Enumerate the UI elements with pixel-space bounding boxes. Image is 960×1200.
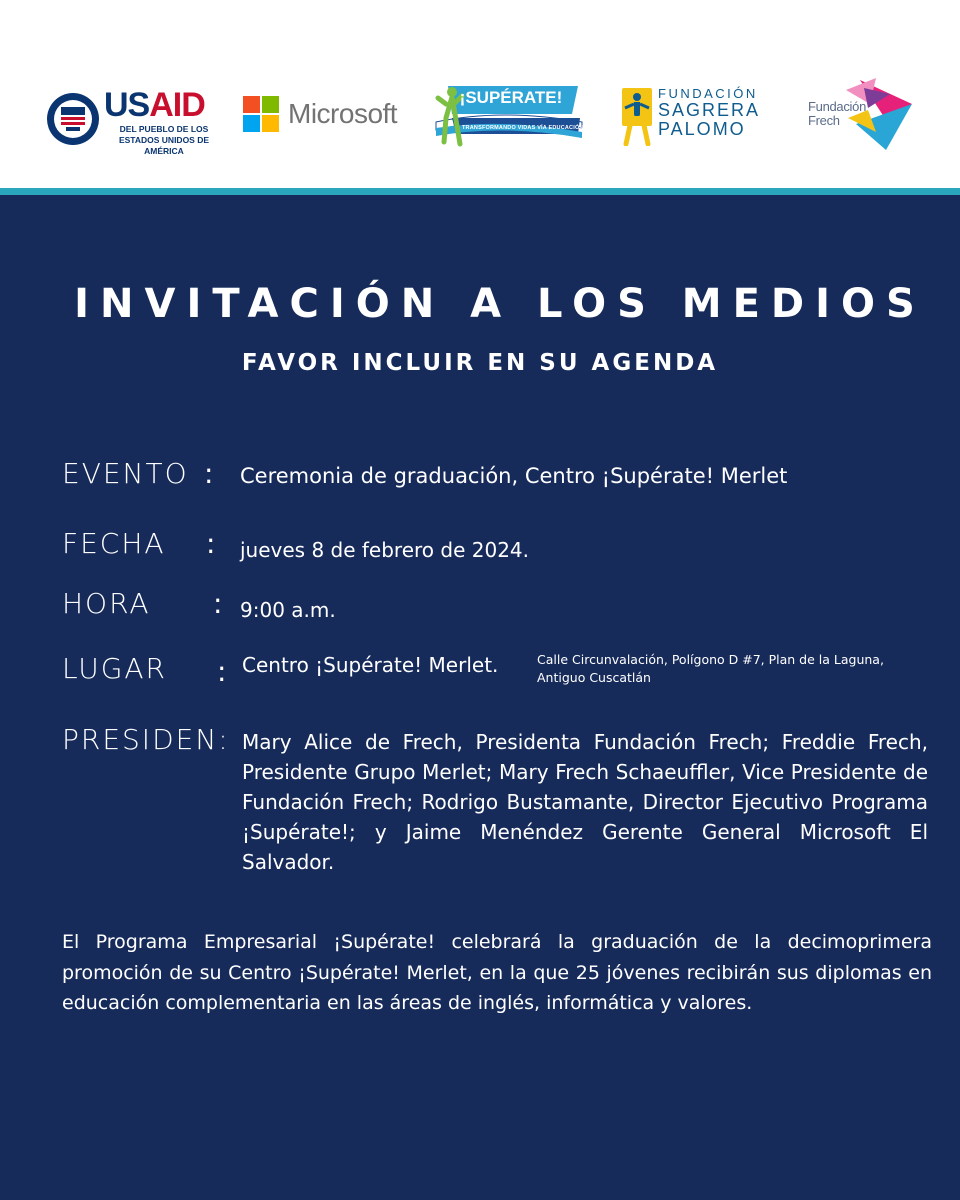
usaid-tagline: DEL PUEBLO DE LOS ESTADOS UNIDOS DE AMÉRICA [118, 124, 210, 156]
sagrera-palomo-wordmark: FUNDACIÓN SAGRERA PALOMO [658, 86, 761, 139]
evento-label: EVENTO [62, 457, 189, 490]
hora-value: 9:00 a.m. [240, 598, 336, 622]
microsoft-wordmark: Microsoft [288, 98, 398, 129]
evento-colon: : [204, 457, 214, 490]
fundacion-frech-logo [806, 74, 916, 154]
superate-logo [432, 82, 584, 154]
lugar-address-line2: Antiguo Cuscatlán [537, 670, 651, 685]
usaid-logo [46, 86, 221, 156]
lugar-colon: : [217, 655, 227, 688]
usaid-seal-icon [46, 92, 100, 146]
accent-stripe [0, 188, 960, 195]
usaid-wordmark: USAID [104, 86, 205, 124]
fecha-colon: : [206, 527, 216, 560]
superate-wordmark: ¡SUPÉRATE! [459, 88, 563, 107]
lugar-label: LUGAR [62, 652, 168, 685]
hora-label: HORA [62, 587, 151, 620]
logo-header [0, 0, 960, 188]
evento-value: Ceremonia de graduación, Centro ¡Supérate! Merlet [240, 464, 788, 488]
microsoft-logo [243, 96, 418, 136]
fecha-label: FECHA [62, 527, 166, 560]
sagrera-palomo-emblem-icon [622, 88, 652, 146]
presiden-value: Mary Alice de Frech, Presidenta Fundación Frech; Freddie Frech, Presidente Grupo Merlet; Mary Frech Schaeuffler, Vice Presidente de Fundación Frech; Rodrigo Bustamante, Director Ejecutivo Programa ¡Supérate!; y Jaime Menéndez Gerente General Microsoft El Salvador. [242, 730, 928, 874]
invitation-subtitle: FAVOR INCLUIR EN SU AGENDA [241, 350, 719, 376]
frech-wordmark: Fundación Frech [808, 99, 867, 128]
lugar-address [537, 651, 937, 687]
superate-tagline: TRANSFORMANDO VIDAS VÍA EDUCACIÓN [462, 125, 584, 131]
microsoft-grid-icon [243, 96, 279, 132]
lugar-address-line1: Calle Circunvalación, Polígono D #7, Plan de la Laguna, [537, 652, 884, 667]
presiden-label: PRESIDEN: [62, 723, 230, 756]
lugar-value: Centro ¡Supérate! Merlet. [242, 653, 499, 677]
sagrera-palomo-logo [622, 86, 762, 148]
hora-colon: : [213, 587, 223, 620]
fecha-value: jueves 8 de febrero de 2024. [240, 538, 530, 562]
invitation-panel [0, 195, 960, 1200]
invitation-title: INVITACIÓN A LOS MEDIOS [74, 281, 926, 327]
description-paragraph: El Programa Empresarial ¡Supérate! celebrará la graduación de la decimoprimera promoción de su Centro ¡Supérate! Merlet, en la que 25 jóvenes recibirán sus diplomas en educación complementaria en las áreas de inglés, informática y valores. [62, 931, 932, 1014]
